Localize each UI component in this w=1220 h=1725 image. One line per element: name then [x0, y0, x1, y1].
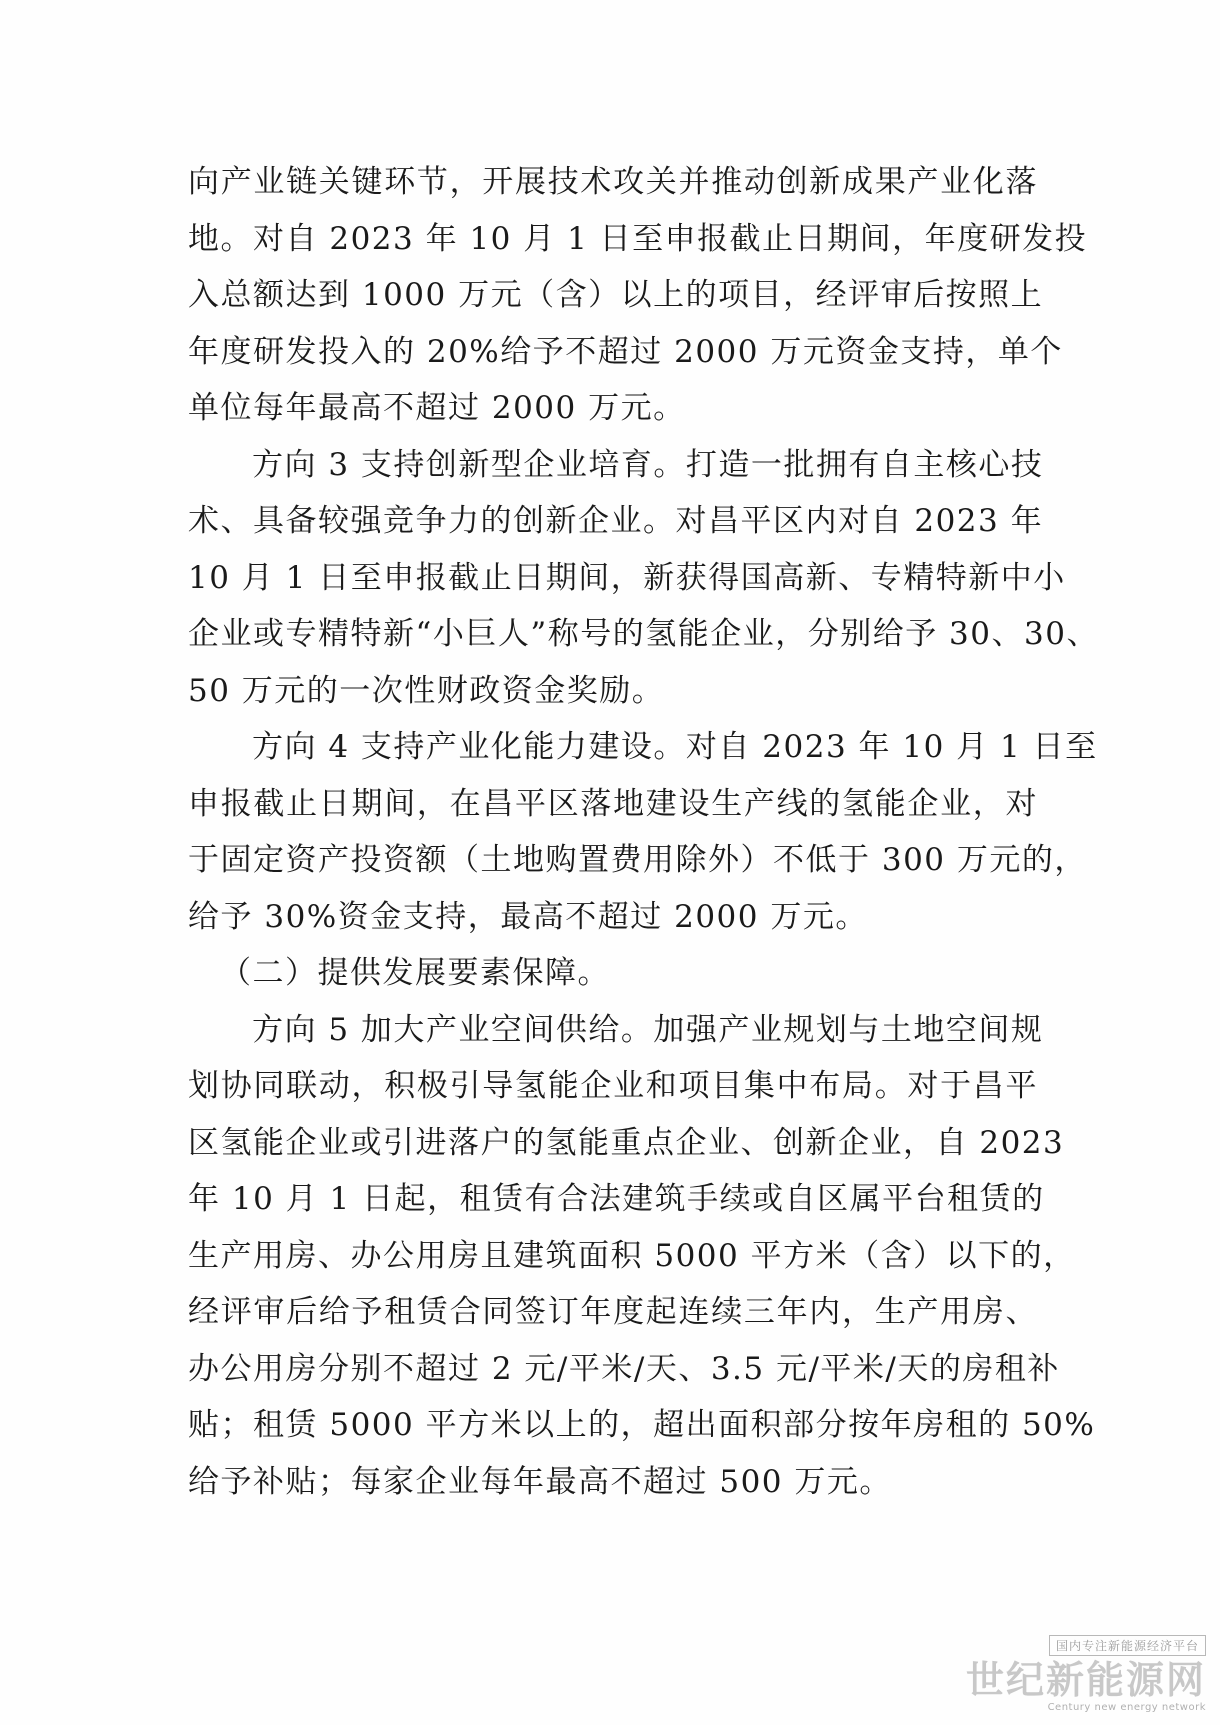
watermark-subtitle: Century new energy network: [1047, 1702, 1206, 1713]
text-line: 向产业链关键环节，开展技术攻关并推动创新成果产业化落: [188, 164, 1038, 200]
paragraph-5: [188, 1002, 1096, 1511]
text-line: 方向 3 支持创新型企业培育。打造一批拥有自主核心技: [252, 446, 1044, 483]
text-line: 术、具备较强竞争力的创新企业。对昌平区内对自 2023 年: [188, 503, 1044, 539]
text-line: 生产用房、办公用房且建筑面积 5000 平方米（含）以下的，: [188, 1237, 1076, 1274]
text-line: 年 10 月 1 日起，租赁有合法建筑手续或自区属平台租赁的: [188, 1181, 1045, 1217]
text-line: 年度研发投入的 20%给予不超过 2000 万元资金支持，单个: [188, 333, 1063, 370]
text-line: 办公用房分别不超过 2 元/平米/天、3.5 元/平米/天的房租补: [188, 1350, 1060, 1387]
text-line: 划协同联动，积极引导氢能企业和项目集中布局。对于昌平: [188, 1068, 1038, 1104]
watermark-name: 世纪新能源网: [966, 1657, 1207, 1702]
text-line: 贴；租赁 5000 平方米以上的，超出面积部分按年房租的 50%: [188, 1407, 1096, 1443]
watermark-tagline: 国内专注新能源经济平台: [1049, 1635, 1206, 1656]
text-line: 给予补贴；每家企业每年最高不超过 500 万元。: [188, 1463, 892, 1500]
text-line: 企业或专精特新“小巨人”称号的氢能企业，分别给予 30、30、: [188, 616, 1099, 652]
document-body: [188, 154, 1099, 1510]
paragraph-1: [188, 154, 1088, 437]
text-line: 50 万元的一次性财政资金奖励。: [188, 672, 665, 709]
text-line: 单位每年最高不超过 2000 万元。: [188, 390, 686, 426]
text-line: 地。对自 2023 年 10 月 1 日至申报截止日期间，年度研发投: [188, 220, 1088, 257]
text-line: 方向 5 加大产业空间供给。加强产业规划与土地空间规: [252, 1011, 1044, 1048]
section-heading: [188, 945, 1048, 1002]
text-line: 入总额达到 1000 万元（含）以上的项目，经评审后按照上: [188, 277, 1044, 313]
paragraph-2: [188, 437, 1099, 720]
text-line: 方向 4 支持产业化能力建设。对自 2023 年 10 月 1 日至: [252, 729, 1098, 765]
paragraph-3: [188, 719, 1098, 945]
text-line: 于固定资产投资额（土地购置费用除外）不低于 300 万元的，: [188, 842, 1087, 878]
watermark-logo: [966, 1635, 1206, 1717]
text-line: 区氢能企业或引进落户的氢能重点企业、创新企业，自 2023: [188, 1124, 1065, 1161]
section-heading-text: （二）提供发展要素保障。: [220, 955, 610, 991]
text-line: 经评审后给予租赁合同签订年度起连续三年内，生产用房、: [188, 1294, 1038, 1330]
text-line: 给予 30%资金支持，最高不超过 2000 万元。: [188, 898, 868, 935]
text-line: 10 月 1 日至申报截止日期间，新获得国高新、专精特新中小: [188, 559, 1066, 596]
text-line: 申报截止日期间，在昌平区落地建设生产线的氢能企业，对: [188, 785, 1038, 822]
